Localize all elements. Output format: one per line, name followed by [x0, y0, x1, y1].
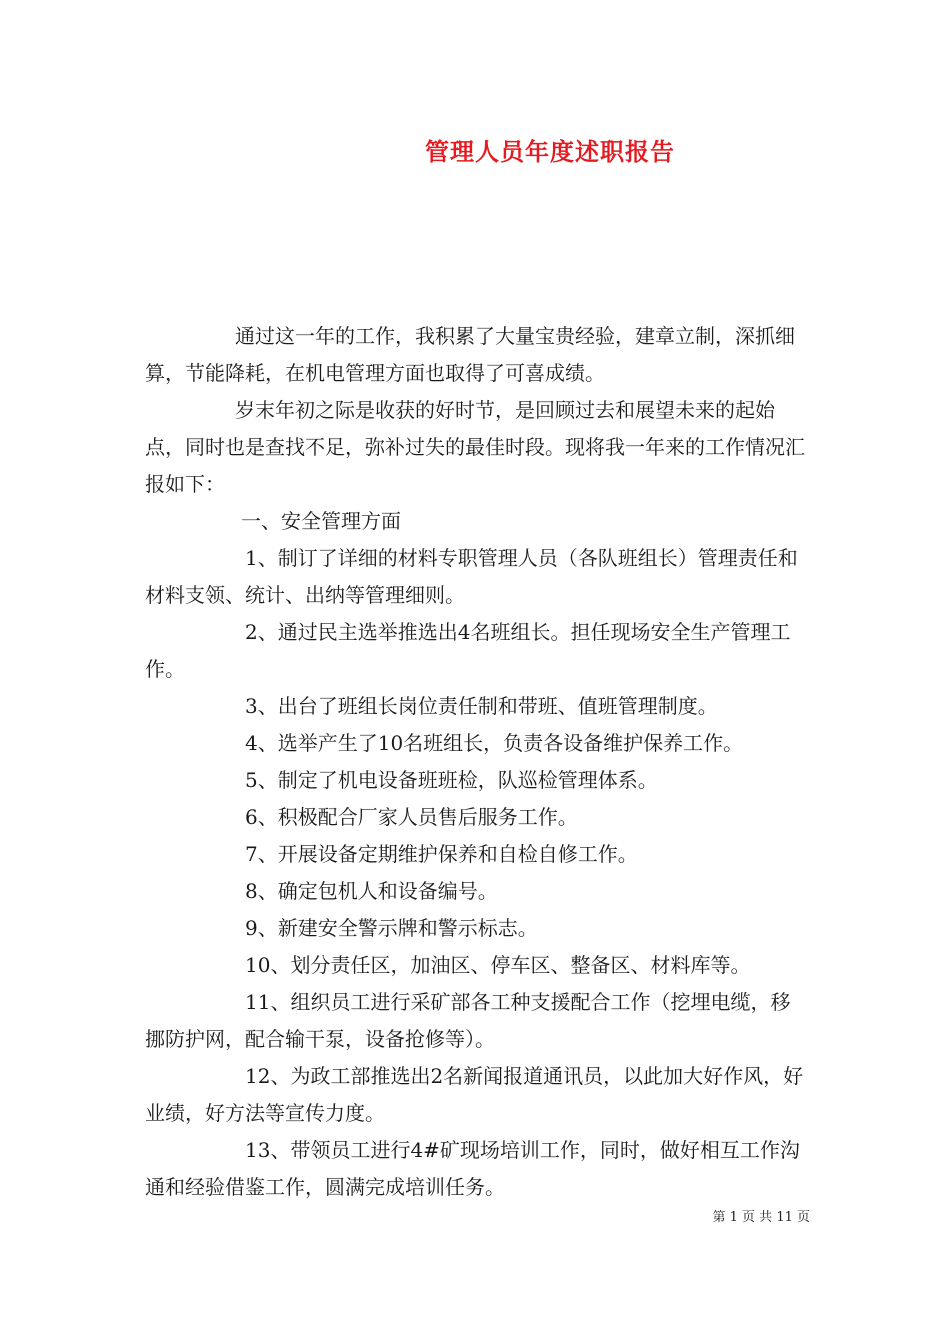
list-item: 9、新建安全警示牌和警示标志。: [245, 916, 538, 940]
section-heading: 一、安全管理方面: [241, 509, 401, 533]
list-item: 13、带领员工进行4#矿现场培训工作，同时，做好相互工作沟通和经验借鉴工作，圆满完成培训任务。: [145, 1138, 800, 1199]
list-item: 12、为政工部推选出2名新闻报道通讯员，以此加大好作风，好业绩，好方法等宣传力度。: [145, 1064, 804, 1125]
list-item: 3、出台了班组长岗位责任制和带班、值班管理制度。: [245, 694, 718, 718]
document-title: 管理人员年度述职报告: [425, 137, 675, 166]
list-item: 2、通过民主选举推选出4名班组长。担任现场安全生产管理工作。: [145, 620, 791, 681]
list-item: 6、积极配合厂家人员售后服务工作。: [245, 805, 578, 829]
paragraph-intro: 通过这一年的工作，我积累了大量宝贵经验，建章立制，深抓细算，节能降耗，在机电管理方面也取得了可喜成绩。: [145, 324, 795, 385]
list-item: 8、确定包机人和设备编号。: [245, 879, 498, 903]
paragraph-opening: 岁末年初之际是收获的好时节，是回顾过去和展望未来的起始点，同时也是查找不足，弥补过失的最佳时段。现将我一年来的工作情况汇报如下：: [145, 398, 805, 496]
document-body: [145, 318, 810, 1206]
list-item: 10、划分责任区，加油区、停车区、整备区、材料库等。: [245, 953, 751, 977]
page-number: 第 1 页 共 11 页: [712, 1210, 810, 1225]
list-item: 5、制定了机电设备班班检，队巡检管理体系。: [245, 768, 658, 792]
list-item: 1、制订了详细的材料专职管理人员（各队班组长）管理责任和材料支领、统计、出纳等管理细则。: [145, 546, 798, 607]
list-item: 11、组织员工进行采矿部各工种支援配合工作（挖埋电缆，移挪防护网，配合输干泵，设备抢修等）。: [145, 990, 791, 1051]
list-item: 7、开展设备定期维护保养和自检自修工作。: [245, 842, 638, 866]
list-item: 4、选举产生了10名班组长，负责各设备维护保养工作。: [245, 731, 744, 755]
